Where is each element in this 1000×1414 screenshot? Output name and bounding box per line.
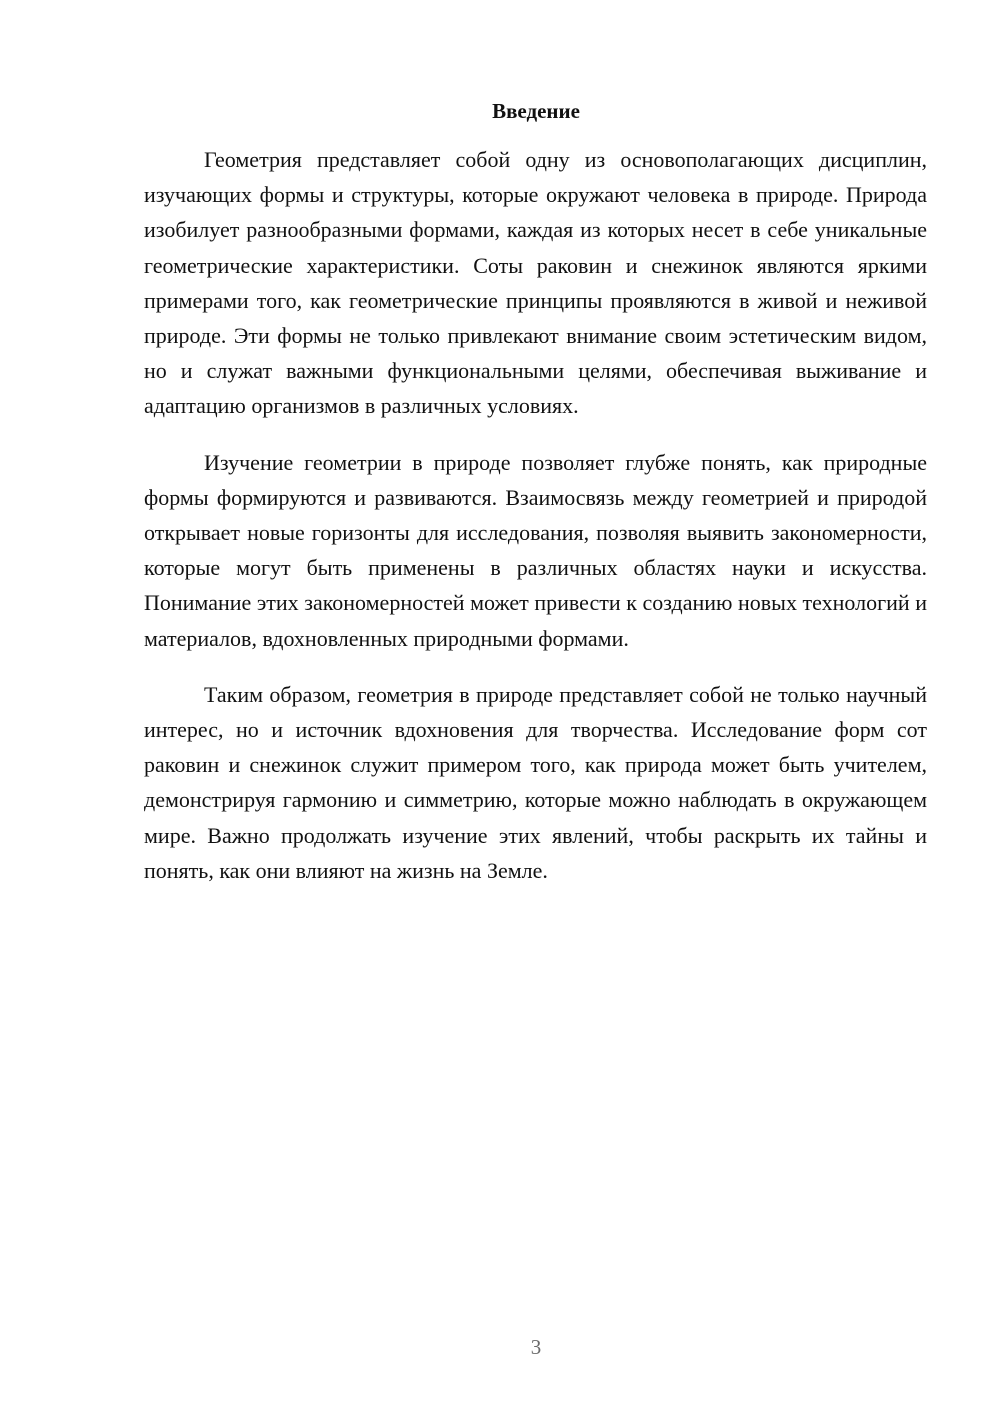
- paragraph-2: Изучение геометрии в природе позволяет глубже понять, как природные формы формируются и развиваются. Взаимосвязь между геометрией и природой открывает новые горизонты для исследования, позволяя выявить закономерности, которые могут быть применены в различных областях науки и искусства. Понимание этих закономерностей может привести к созданию новых технологий и материалов, вдохновленных природными формами.: [144, 449, 927, 651]
- document-body: [144, 142, 927, 909]
- paragraph-3: Таким образом, геометрия в природе представляет собой не только научный интерес, но и источник вдохновения для творчества. Исследование форм сот раковин и снежинок служит примером того, как природа может быть учителем, демонстрируя гармонию и симметрию, которые можно наблюдать в окружающем мире. Важно продолжать изучение этих явлений, чтобы раскрыть их тайны и понять, как они влияют на жизнь на Земле.: [144, 681, 927, 883]
- page-title: Введение: [492, 99, 580, 123]
- paragraph-1: Геометрия представляет собой одну из основополагающих дисциплин, изучающих формы и структуры, которые окружают человека в природе. Природа изобилует разнообразными формами, каждая из которых несет в себе уникальные геометрические характеристики. Соты раковин и снежинок являются яркими примерами того, как геометрические принципы проявляются в живой и неживой природе. Эти формы не только привлекают внимание своим эстетическим видом, но и служат важными функциональными целями, обеспечивая выживание и адаптацию организмов в различных условиях.: [144, 147, 927, 419]
- page-number: 3: [530, 1335, 542, 1359]
